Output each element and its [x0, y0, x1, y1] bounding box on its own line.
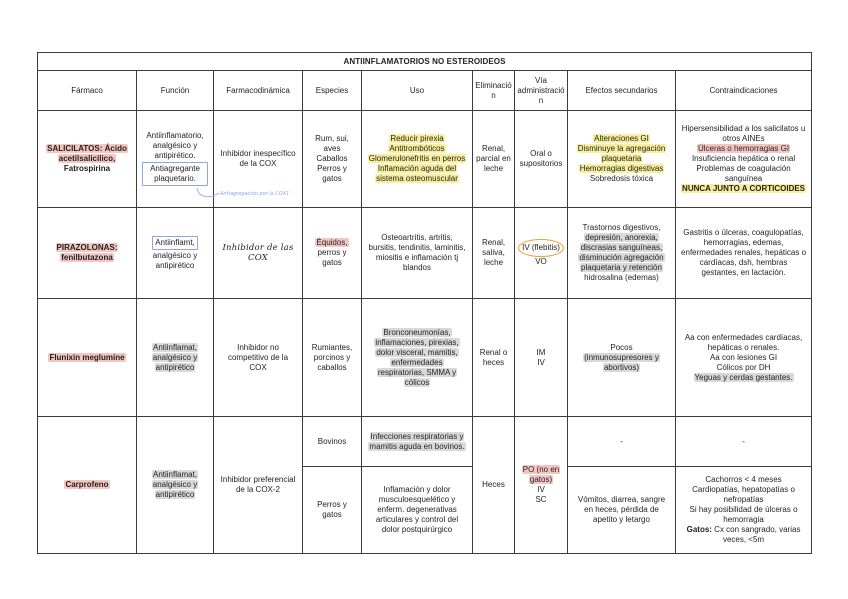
- cell-especies: [303, 111, 362, 208]
- cell-line: Gastritis o úlceras, coagulopatías, hemorragias, edemas, enfermedades renales, hepáticas o cardíacas, dsh, hembras gestantes, en lactación.: [681, 228, 807, 277]
- cell-farmacodinamica: [214, 208, 303, 299]
- cell-line: Inflamación y dolor musculoesquelético y enferm. degenerativas articulares y control del dolor postquirúrgico: [375, 485, 459, 534]
- cell-line: [219, 243, 297, 263]
- cell-line: Heces: [482, 480, 505, 489]
- highlighted-text: Úlceras o hemorragias GI: [697, 144, 790, 153]
- highlighted-text: (inmunosupresores y abortivos): [584, 352, 659, 372]
- cell-uso: [362, 208, 473, 299]
- highlighted-text: Équidos,: [316, 238, 348, 247]
- cell-funcion: [137, 208, 214, 299]
- cell-line: IM: [536, 347, 546, 357]
- cell-line: [367, 164, 467, 184]
- cell-line: Cachorros < 4 meses: [705, 475, 782, 484]
- highlighted-text: Flunixin meglumine: [49, 352, 125, 362]
- highlighted-text: PO (no en gatos): [522, 465, 560, 484]
- cell-line: Hipersensibilidad a los salicilatos u otros AINEs: [681, 124, 806, 143]
- cell-line: [308, 238, 356, 268]
- cell-line: [573, 353, 670, 373]
- cell-farmacodinamica: [214, 299, 303, 417]
- text-segment: perros y gatos: [317, 248, 347, 267]
- header-efectos-secundarios: Efectos secundarios: [568, 71, 676, 111]
- cell-funcion: [137, 417, 214, 554]
- cell-efectos: [568, 467, 676, 554]
- header-uso: Uso: [362, 71, 473, 111]
- cell-farmacodinamica: [214, 417, 303, 554]
- header-via-administracion: Vía administración: [515, 71, 568, 111]
- title-row: [38, 53, 812, 71]
- highlighted-text: Bronconeumonías, inflamaciones, pirexias, dolor visceral, mamitis, enfermedades respiratorias, SMMA y cólicos: [375, 327, 459, 387]
- cell-line: [573, 134, 670, 144]
- pen-circled-text: IV (flebitis): [518, 239, 564, 257]
- cell-line: [43, 243, 131, 263]
- cell-eliminacion: [473, 208, 515, 299]
- cell-contraindicaciones: [676, 111, 812, 208]
- cell-contraindicaciones: [676, 417, 812, 467]
- cell-line: Inhibidor no competitivo de la COX: [227, 342, 289, 372]
- nsaid-table: [37, 52, 812, 554]
- cell-line: Aa con lesiones GI: [709, 352, 778, 362]
- cell-line: Oral o supositorios: [519, 149, 563, 168]
- cell-line: [142, 343, 208, 373]
- cell-line: [142, 235, 208, 271]
- highlighted-text: Reducir pirexia: [390, 134, 444, 143]
- cell-line: Rumiantes, porcinos y caballos: [311, 342, 353, 372]
- text-segment: analgésico y antipirético: [152, 251, 198, 270]
- cell-line: [367, 328, 467, 388]
- cell-line: Perros y gatos: [317, 500, 347, 519]
- cell-uso: [362, 417, 473, 467]
- text-segment: Trastornos digestivos,: [582, 223, 661, 232]
- cell-line: [142, 161, 208, 187]
- cell-farmaco: [38, 208, 137, 299]
- header-contraindicaciones: Contraindicaciones: [676, 71, 812, 111]
- table-title: ANTIINFLAMATORIOS NO ESTEROIDEOS: [38, 53, 812, 71]
- cell-especies: [303, 299, 362, 417]
- bold-text: NUNCA JUNTO A CORTICOIDES: [682, 184, 806, 193]
- cell-via: [515, 299, 568, 417]
- cell-line: Renal, parcial en leche: [476, 144, 511, 173]
- handwritten-text: Inhibidor de las COX: [222, 243, 294, 263]
- cell-funcion: [137, 299, 214, 417]
- cell-line: [681, 373, 806, 383]
- cell-line: [573, 223, 670, 283]
- cell-line: [573, 164, 670, 174]
- table-row-flunixin: [38, 299, 812, 417]
- highlighted-text: SALICILATOS: Ácido acetilsalicílico,: [47, 144, 127, 163]
- cell-via: [515, 208, 568, 299]
- cell-line: Rum, sui, aves: [315, 134, 349, 153]
- header-farmaco: Fármaco: [38, 71, 137, 111]
- cell-line: [681, 144, 806, 154]
- cell-line: Bovinos: [317, 436, 347, 446]
- cell-line: [43, 144, 131, 174]
- cell-line: Insuficiencia hepática o renal: [691, 154, 796, 163]
- cell-eliminacion: [473, 417, 515, 554]
- cell-especies: [303, 467, 362, 554]
- header-farmacodinamica: Farmacodinámica: [214, 71, 303, 111]
- cell-line: Si hay posibilidad de úlceras o hemorragia: [689, 505, 798, 524]
- cell-line: Problemas de coagulación sanguínea: [696, 164, 791, 183]
- highlighted-text: PIRAZOLONAS: fenilbutazona: [56, 243, 118, 262]
- cell-line: [681, 184, 806, 194]
- cell-line: Osteoartritis, artritis, bursitis, tendinitis, laminitis, miositis e inflamación tj blandos: [368, 233, 466, 272]
- table-row-pirazolonas: [38, 208, 812, 299]
- handwritten-note: Antiagregación por la COX1: [220, 191, 290, 197]
- cell-farmaco: [38, 299, 137, 417]
- highlighted-text: Glomerulonefritis en perros: [368, 154, 466, 163]
- header-eliminacion: Eliminación: [473, 71, 515, 111]
- cell-line: [367, 144, 467, 154]
- cell-line: Renal o heces: [479, 347, 508, 367]
- cell-line: IV: [537, 485, 545, 494]
- cell-line: Antiinflamatorio, analgésico y antipirético.: [146, 131, 204, 160]
- cell-farmacodinamica: [214, 111, 303, 208]
- cell-efectos: [568, 417, 676, 467]
- table-row-carprofeno-bovinos: [38, 417, 812, 467]
- cell-farmaco: [38, 417, 137, 554]
- cell-via: [515, 417, 568, 554]
- cell-eliminacion: [473, 299, 515, 417]
- cell-line: Inhibidor inespecífico de la COX: [220, 149, 296, 168]
- highlighted-text: Inflamación aguda del sistema osteomuscular: [376, 164, 458, 183]
- cell-line: -: [620, 436, 623, 446]
- cell-line: Aa con enfermedades cardíacas, hepáticas o renales.: [684, 332, 803, 352]
- cell-especies: [303, 417, 362, 467]
- cell-line: [367, 154, 467, 164]
- cell-efectos: [568, 208, 676, 299]
- cell-line: -: [742, 436, 745, 446]
- cell-line: Perros y gatos: [317, 164, 347, 183]
- cell-line: Sobredosis tóxica: [589, 174, 654, 183]
- cell-farmaco: [38, 111, 137, 208]
- highlighted-text: Infecciones respiratorias y mamitis aguda en bovinos.: [369, 431, 465, 451]
- header-row: [38, 71, 812, 111]
- cell-via: [515, 111, 568, 208]
- cell-contraindicaciones: [676, 208, 812, 299]
- cell-line: Cardiopatías, hepatopatías o nefropatías: [692, 485, 795, 504]
- highlighted-text: Yeguas y cerdas gestantes.: [694, 372, 793, 382]
- highlighted-text: Hemorragias digestivas: [579, 164, 664, 173]
- highlighted-text: Alteraciones GI: [594, 134, 649, 143]
- highlighted-text: Antiinflamat, analgésico y antipirético: [152, 470, 198, 499]
- cell-line: Cólicos por DH: [716, 362, 771, 372]
- cell-eliminacion: [473, 111, 515, 208]
- cell-contraindicaciones: [676, 299, 812, 417]
- cell-line: Renal, saliva, leche: [481, 238, 506, 267]
- table-row-salicilatos: [38, 111, 812, 208]
- cell-efectos: [568, 111, 676, 208]
- highlighted-text: Antiinflamat, analgésico y antipirético: [152, 342, 198, 372]
- cell-line: [43, 480, 131, 490]
- cell-line: Inhibidor preferencial de la COX-2: [220, 475, 296, 494]
- cell-line: [517, 465, 565, 485]
- highlighted-text: Antitrombóticos: [389, 144, 445, 153]
- cell-line: Pocos: [610, 342, 633, 352]
- cell-line: [681, 525, 806, 545]
- pen-boxed-text: Antiagregante plaquetario.: [142, 162, 208, 186]
- highlighted-text: Carprofeno: [65, 480, 109, 489]
- highlighted-text: depresión, anorexia, discrasias sanguíneas, disminución agregación plaquetaria y retención: [579, 233, 664, 272]
- cell-line: [142, 470, 208, 500]
- cell-funcion: [137, 111, 214, 208]
- text-segment: Cx con sangrado, varias veces, <5m: [711, 525, 801, 544]
- header-especies: Especies: [303, 71, 362, 111]
- cell-line: [367, 134, 467, 144]
- cell-line: [573, 144, 670, 164]
- cell-especies: [303, 208, 362, 299]
- pen-boxed-text: Antiinflamt,: [152, 236, 198, 250]
- bold-text: Gatos:: [686, 525, 712, 534]
- cell-line: Vómitos, diarrea, sangre en heces, pérdida de apetito y letargo: [577, 495, 666, 524]
- text-segment: Fatrospirina: [63, 164, 111, 173]
- cell-uso: [362, 299, 473, 417]
- cell-contraindicaciones: [676, 467, 812, 554]
- cell-efectos: [568, 299, 676, 417]
- header-funcion: Función: [137, 71, 214, 111]
- cell-line: [43, 353, 131, 363]
- cell-line: IV: [537, 357, 545, 367]
- cell-line: [517, 239, 565, 257]
- text-segment: hidrosalina (edemas): [584, 273, 659, 282]
- cell-line: SC: [535, 495, 547, 504]
- highlighted-text: Disminuye la agregación plaquetaria: [577, 144, 666, 163]
- cell-line: Caballos: [316, 154, 348, 163]
- cell-uso: [362, 467, 473, 554]
- cell-uso: [362, 111, 473, 208]
- cell-line: VO: [535, 257, 547, 266]
- cell-line: [367, 432, 467, 452]
